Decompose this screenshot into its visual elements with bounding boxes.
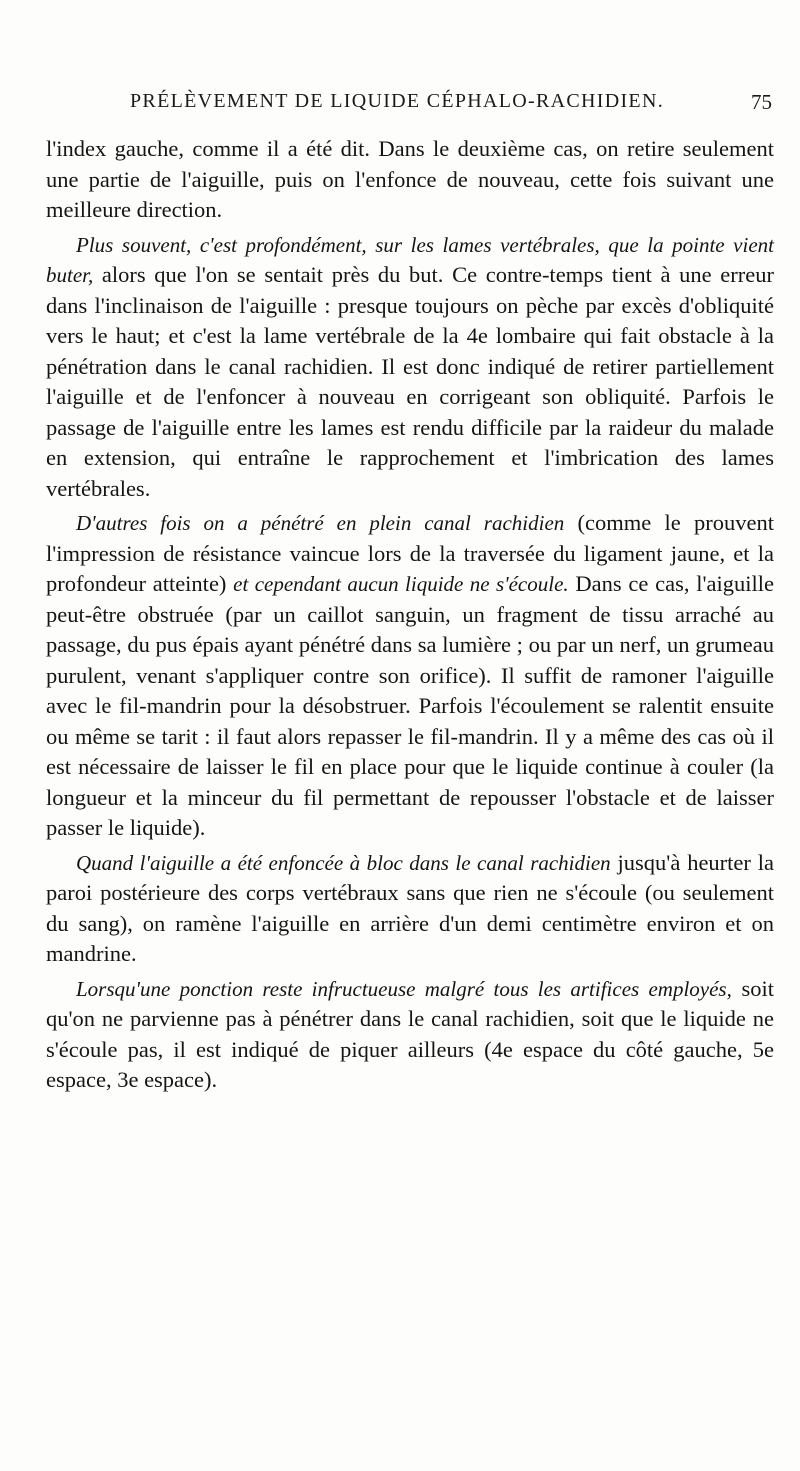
paragraph xyxy=(46,134,774,226)
paragraph xyxy=(46,508,774,844)
italic-text-run: Lorsqu'une ponction reste infructueuse malgré tous les artifices employés, xyxy=(76,976,732,1001)
text-run: (comme le prouvent l'impression de résistance vaincue lors de la traversée du ligament jaune, et la profondeur atteinte) xyxy=(46,510,774,596)
text-run: Dans ce cas, l'aiguille peut-être obstruée (par un caillot sanguin, un fragment de tissu arraché au passage, du pus épais ayant pénétré dans sa lumière ; ou par un nerf, un grumeau purulent, venant s'appliquer contre son orifice). Il suffit de ramoner l'aiguille avec le fil-mandrin pour la désobstruer. Parfois l'écoulement se ralentit ensuite ou même se tarit : il faut alors repasser le fil-mandrin. Il y a même des cas où il est nécessaire de laisser le fil en place pour que le liquide continue à couler (la longueur et la minceur du fil permettant de repousser l'obstacle et de laisser passer le liquide). xyxy=(46,571,774,840)
running-head xyxy=(50,90,772,122)
paragraph xyxy=(46,848,774,970)
paragraph xyxy=(46,230,774,505)
body-text xyxy=(46,134,774,1096)
italic-text-run: Quand l'aiguille a été enfoncée à bloc dans le canal rachidien xyxy=(76,850,611,875)
italic-text-run: et cependant aucun liquide ne s'écoule. xyxy=(233,572,569,596)
text-run: jusqu'à heurter la paroi postérieure des corps vertébraux sans que rien ne s'écoule (ou seulement du sang), on ramène l'aiguille en arrière d'un demi centimètre environ et on mandrine. xyxy=(46,849,775,966)
text-run: l'index gauche, comme il a été dit. Dans le deuxième cas, on retire seulement une partie de l'aiguille, puis on l'enfonce de nouveau, cette fois suivant une meilleure direction. xyxy=(46,136,774,222)
page-number: 75 xyxy=(751,90,772,114)
italic-text-run: Plus souvent, c'est profondément, sur les lames vertébrales, que la pointe vient buter, xyxy=(46,232,774,287)
italic-text-run: D'autres fois on a pénétré en plein canal rachidien xyxy=(76,511,565,535)
paragraph xyxy=(46,974,774,1096)
text-run: soit qu'on ne parvienne pas à pénétrer dans le canal rachidien, soit que le liquide ne s'écoule pas, il est indiqué de piquer ailleurs (4e espace du côté gauche, 5e espace, 3e espace). xyxy=(46,975,774,1092)
running-title: PRÉLÈVEMENT DE LIQUIDE CÉPHALO-RACHIDIEN. xyxy=(130,90,664,112)
text-run: alors que l'on se sentait près du but. Ce contre-temps tient à une erreur dans l'inclinaison de l'aiguille : presque toujours on pèche par excès d'obliquité vers le haut; et c'est la lame vertébrale de la 4e lombaire qui fait obstacle à la pénétration dans le canal rachidien. Il est donc indiqué de retirer partiellement l'aiguille et de l'enfoncer à nouveau en corrigeant son obliquité. Parfois le passage de l'aiguille entre les lames est rendu difficile par la raideur du malade en extension, qui entraîne le rapprochement et l'imbrication des lames vertébrales. xyxy=(46,262,774,501)
